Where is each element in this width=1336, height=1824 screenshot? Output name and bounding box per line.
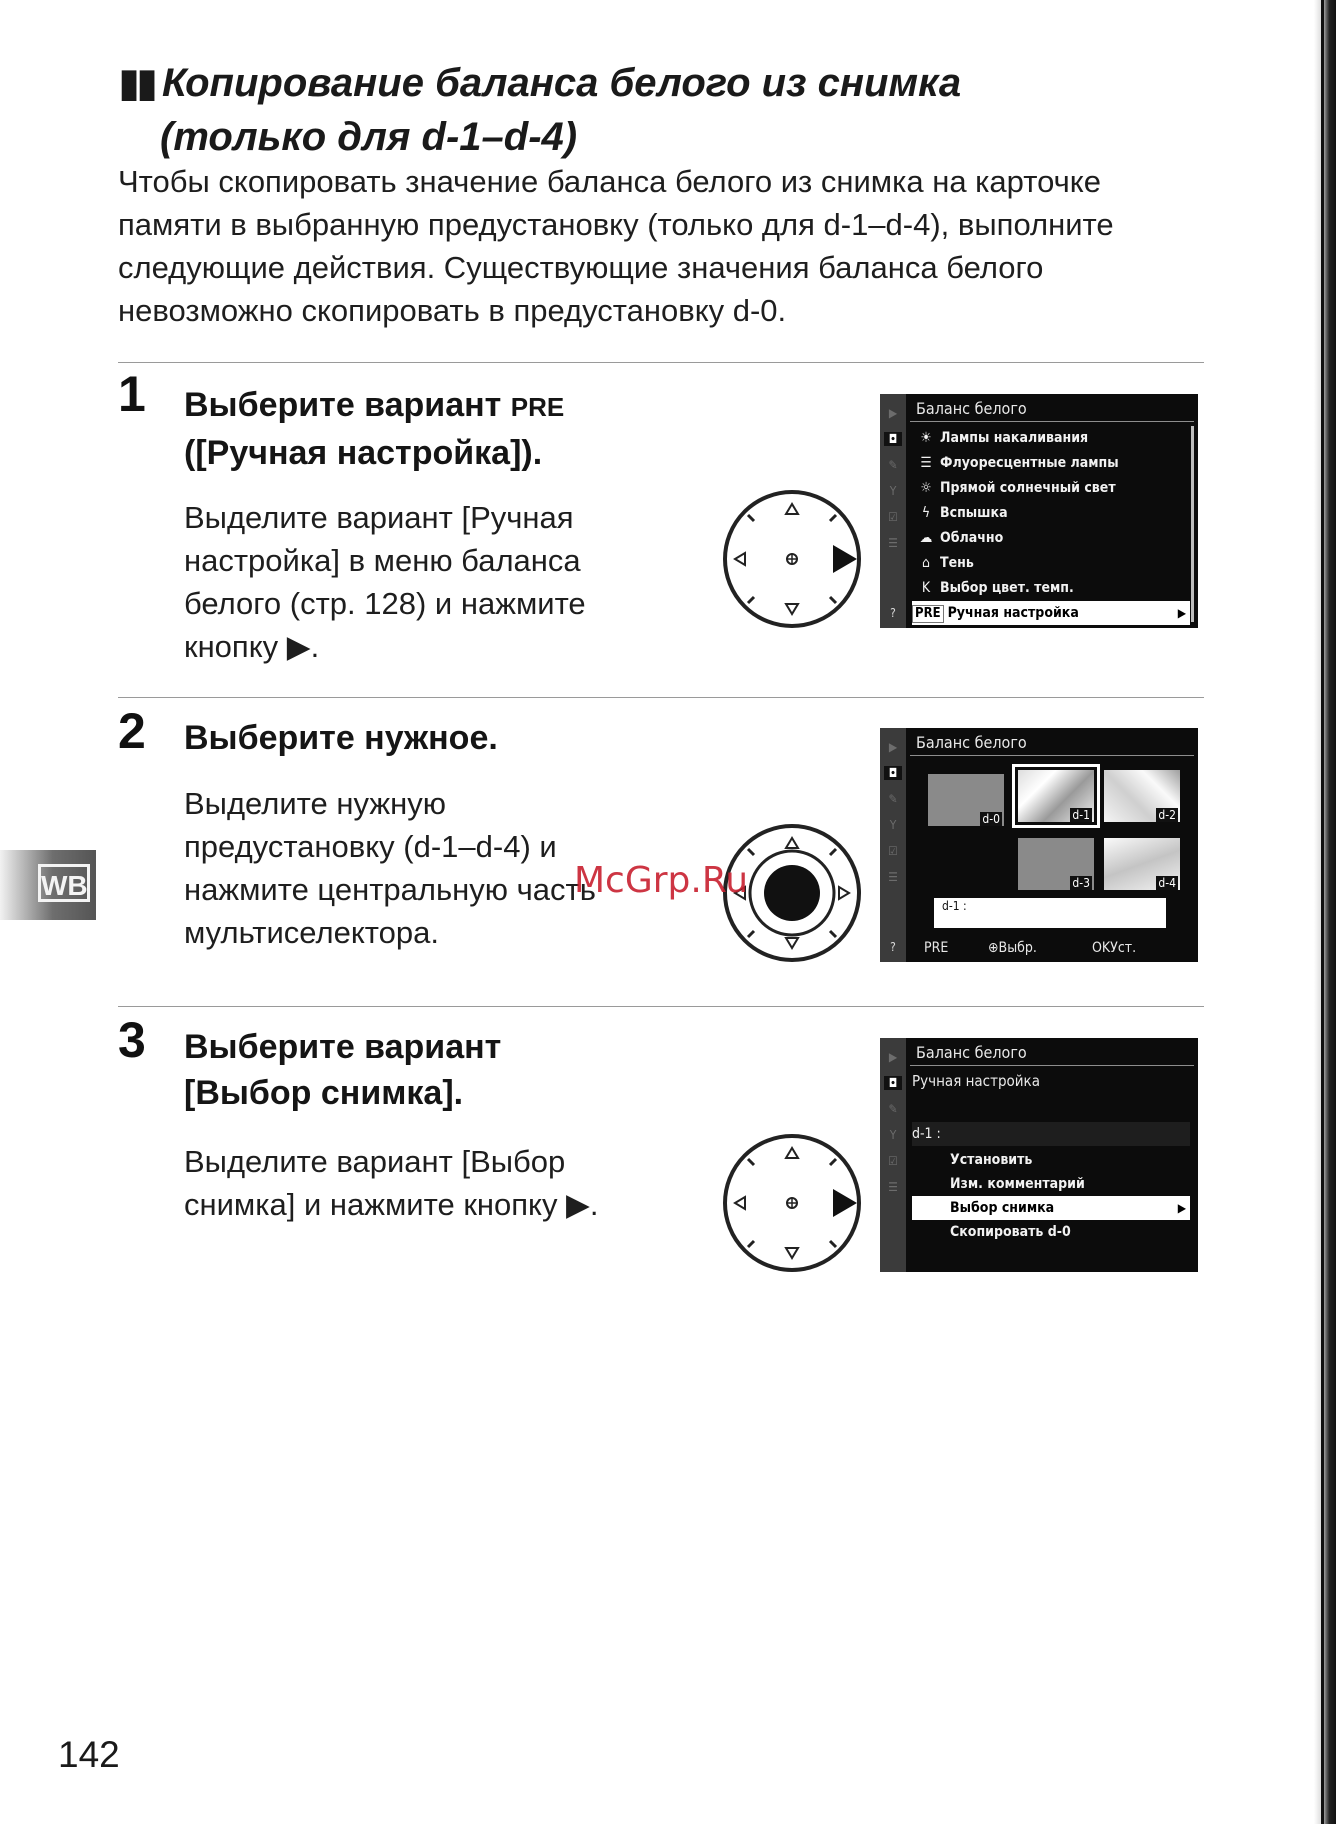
cloud-icon: ☁ <box>919 530 933 546</box>
step-1-title <box>184 382 744 476</box>
right-arrow-icon: ▶ <box>1177 606 1186 620</box>
preset-thumb-d4 <box>1104 838 1180 890</box>
menu-item-flash <box>912 501 1190 525</box>
camera-tab-icon: ◘ <box>884 432 902 446</box>
bottom-bar-ok: OKУст. <box>1092 940 1137 956</box>
step-2-number: 2 <box>118 703 146 759</box>
thumb-label: d-1 <box>1072 808 1090 822</box>
screen-title-rule <box>910 755 1194 756</box>
scrollbar <box>1191 426 1194 622</box>
wrench-tab-icon: Y <box>889 1128 897 1142</box>
camera-tab-icon: ◘ <box>884 1076 902 1090</box>
screen-side-tabs <box>880 1038 906 1272</box>
step-1-body: Выделите вариант [Ручная настройка] в меню баланса белого (стр. 128) и нажмите кнопку ▶. <box>184 500 586 664</box>
multiselector-right-icon <box>721 1132 863 1274</box>
screen-title: Баланс белого <box>916 399 1027 418</box>
step-1-title-pre: PRE <box>510 392 565 422</box>
screen-subtitle: Ручная настройка <box>912 1072 1040 1090</box>
screen-title: Баланс белого <box>916 733 1027 752</box>
intro-paragraph: Чтобы скопировать значение баланса белого из снимка на карточке памяти в выбранную предустановку (только для d-1–d-4), выполните следующие действия. Существующие значения баланса белого невозможно скопировать в предустановку d-0. <box>118 164 1114 328</box>
right-arrow-icon: ▶ <box>1177 1201 1186 1215</box>
thumb-label: d-0 <box>982 812 1000 826</box>
incandescent-icon: ☀ <box>920 430 932 446</box>
menu-item-preset-manual <box>912 601 1190 625</box>
menu-item-color-temp <box>912 576 1190 600</box>
preset-thumb-d1 <box>1018 770 1094 822</box>
menu-item-direct-sunlight <box>912 476 1190 500</box>
menu-item-label: Облачно <box>940 530 1004 546</box>
wrench-tab-icon: Y <box>889 484 897 498</box>
screen-title: Баланс белого <box>916 1043 1027 1062</box>
step-1-number: 1 <box>118 366 146 422</box>
help-icon: ? <box>890 606 896 620</box>
sun-icon: ☼ <box>920 480 932 496</box>
preset-thumb-d0 <box>928 774 1004 826</box>
help-icon: ? <box>890 940 896 954</box>
preset-thumb-d3 <box>1018 838 1094 890</box>
fluorescent-icon: ☰ <box>920 455 932 471</box>
pencil-tab-icon: ✎ <box>888 792 898 806</box>
playback-tab-icon: ▶ <box>888 1050 898 1064</box>
retouch-tab-icon: ☑ <box>888 844 898 858</box>
mymenu-tab-icon: ☰ <box>888 870 898 884</box>
heading-marker: ▮▮ <box>118 61 155 105</box>
thumb-label: d-3 <box>1072 876 1090 890</box>
page-edge-shadow <box>1314 0 1336 1824</box>
divider <box>118 362 1204 363</box>
screen-bottom-bar <box>924 938 1188 958</box>
thumb-label: d-4 <box>1158 876 1176 890</box>
chapter-tab <box>0 850 96 920</box>
flash-icon: ϟ <box>921 505 931 521</box>
menu-item-edit-comment: Изм. комментарий <box>950 1176 1085 1192</box>
menu-item-set: Установить <box>950 1152 1033 1168</box>
screen-title-rule <box>910 1065 1194 1066</box>
menu-item-copy-d0: Скопировать d-0 <box>950 1224 1071 1240</box>
menu-item-label: Тень <box>940 555 974 571</box>
menu-item-shade <box>912 551 1190 575</box>
heading-line-2: (только для d-1–d-4) <box>160 115 578 159</box>
mymenu-tab-icon: ☰ <box>888 1180 898 1194</box>
camera-screen-wb-menu <box>880 394 1198 628</box>
step-2-title: Выберите нужное. <box>184 719 498 757</box>
screen-side-tabs <box>880 728 906 962</box>
multiselector-right-diagram <box>721 1132 863 1274</box>
watermark: McGrp.Ru <box>574 860 749 901</box>
step-1-title-b: ([Ручная настройка]). <box>184 434 543 472</box>
pencil-tab-icon: ✎ <box>888 458 898 472</box>
menu-item-cloudy <box>912 526 1190 550</box>
step-3-title: Выберите вариант [Выбор снимка]. <box>184 1028 502 1112</box>
menu-item-fluorescent <box>912 451 1190 475</box>
menu-item-label: Выбор снимка <box>950 1200 1055 1216</box>
preset-thumb-d2 <box>1104 770 1180 822</box>
thumb-label: d-2 <box>1158 808 1176 822</box>
menu-item-label: Вспышка <box>940 505 1008 521</box>
heading-line-1: Копирование баланса белого из снимка <box>162 61 962 105</box>
menu-item-label: Лампы накаливания <box>940 430 1089 446</box>
camera-screen-manual-preset <box>880 1038 1198 1272</box>
menu-item-label: Флуоресцентные лампы <box>940 455 1119 471</box>
menu-item-label: Прямой солнечный свет <box>940 480 1116 496</box>
playback-tab-icon: ▶ <box>888 406 898 420</box>
menu-item-label: Ручная настройка <box>947 605 1079 621</box>
step-1-title-a: Выберите вариант <box>184 386 511 424</box>
camera-tab-icon: ◘ <box>884 766 902 780</box>
multiselector-right-diagram <box>721 488 863 630</box>
menu-item-incandescent <box>912 426 1190 450</box>
mymenu-tab-icon: ☰ <box>888 536 898 550</box>
retouch-tab-icon: ☑ <box>888 510 898 524</box>
wrench-tab-icon: Y <box>889 818 897 832</box>
camera-screen-preset-select <box>880 728 1198 962</box>
step-3-body: Выделите вариант [Выбор снимка] и нажмите кнопку ▶. <box>184 1144 599 1222</box>
kelvin-icon: K <box>921 580 931 596</box>
pencil-tab-icon: ✎ <box>888 1102 898 1116</box>
wb-chapter-icon: WB <box>38 864 90 902</box>
retouch-tab-icon: ☑ <box>888 1154 898 1168</box>
step-3-number: 3 <box>118 1012 146 1068</box>
pre-icon: PRE <box>912 605 944 623</box>
menu-item-label: Выбор цвет. темп. <box>940 580 1074 596</box>
multiselector-right-icon <box>721 488 863 630</box>
screen-title-rule <box>910 421 1194 422</box>
divider <box>118 697 1204 698</box>
divider <box>118 1006 1204 1007</box>
bottom-bar-pre: PRE <box>924 940 949 956</box>
preset-comment-box: d-1 : <box>934 898 1166 928</box>
screen-side-tabs <box>880 394 906 628</box>
page-edge-line <box>1321 0 1324 1824</box>
playback-tab-icon: ▶ <box>888 740 898 754</box>
shade-icon: ⌂ <box>922 555 930 571</box>
bottom-bar-select: ⊕Выбр. <box>988 940 1037 956</box>
section-heading <box>118 56 1158 164</box>
preset-line: d-1 : <box>912 1122 1190 1146</box>
page-number: 142 <box>58 1734 120 1775</box>
menu-item-select-image <box>912 1196 1190 1220</box>
step-2-body: Выделите нужную предустановку (d-1–d-4) и нажмите центральную часть мультиселектора. <box>184 786 596 950</box>
